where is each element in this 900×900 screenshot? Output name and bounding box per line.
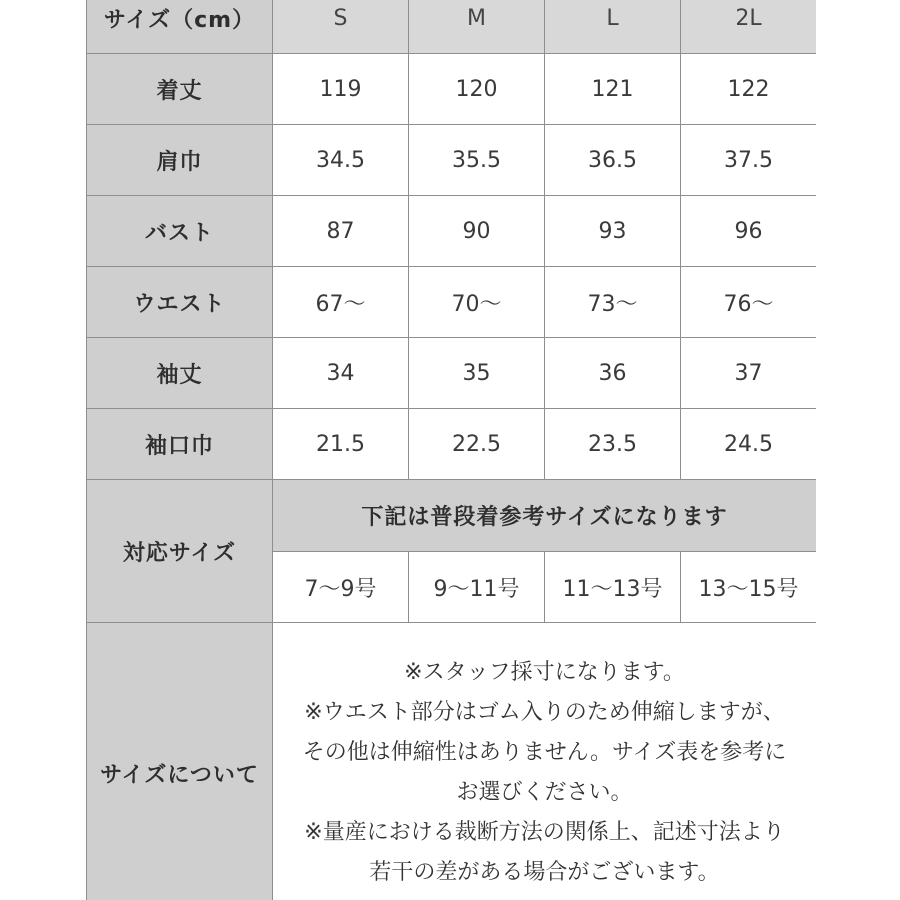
- table-cell: 120: [409, 54, 545, 125]
- size-table: [86, 0, 816, 900]
- table-cell: 34: [273, 338, 409, 409]
- header-row: [87, 0, 817, 54]
- table-cell: 122: [681, 54, 817, 125]
- table-cell: 37.5: [681, 125, 817, 196]
- table-cell: 87: [273, 196, 409, 267]
- table-cell: 67～: [273, 267, 409, 338]
- table-cell: 36: [545, 338, 681, 409]
- size-2l-header: 2L: [681, 0, 817, 54]
- table-cell: 9～11号: [409, 552, 545, 623]
- table-cell: 21.5: [273, 409, 409, 480]
- table-cell: 90: [409, 196, 545, 267]
- row-label: バスト: [87, 196, 273, 267]
- row-label: 袖口巾: [87, 409, 273, 480]
- table-cell: 7～9号: [273, 552, 409, 623]
- note-line: お選びください。: [456, 780, 633, 805]
- note-line: 若干の差がある場合がございます。: [369, 860, 720, 885]
- table-cell: 73～: [545, 267, 681, 338]
- table-cell: 70～: [409, 267, 545, 338]
- table-row: [87, 409, 817, 480]
- table-cell: 121: [545, 54, 681, 125]
- row-label: 着丈: [87, 54, 273, 125]
- table-cell: 119: [273, 54, 409, 125]
- equivalent-size-label: 対応サイズ: [87, 480, 273, 623]
- size-l-header: L: [545, 0, 681, 54]
- table-cell: 35.5: [409, 125, 545, 196]
- table-cell: 93: [545, 196, 681, 267]
- table-cell: 76～: [681, 267, 817, 338]
- note-line: その他は伸縮性はありません。サイズ表を参考に: [302, 740, 787, 765]
- about-size-label: サイズについて: [87, 623, 273, 900]
- equivalent-size-banner: 下記は普段着参考サイズになります: [273, 480, 817, 552]
- size-s-header: S: [273, 0, 409, 54]
- row-label: 肩巾: [87, 125, 273, 196]
- table-row: [87, 338, 817, 409]
- table-cell: 11～13号: [545, 552, 681, 623]
- table-cell: 36.5: [545, 125, 681, 196]
- table-cell: 34.5: [273, 125, 409, 196]
- note-line: ※スタッフ採寸になります。: [404, 660, 685, 685]
- header-label: サイズ（cm）: [87, 0, 273, 54]
- table-cell: 96: [681, 196, 817, 267]
- table-row: [87, 196, 817, 267]
- table-cell: 23.5: [545, 409, 681, 480]
- size-m-header: M: [409, 0, 545, 54]
- about-size-notes: [273, 623, 817, 900]
- note-line: ※ウエスト部分はゴム入りのため伸縮しますが、: [304, 700, 785, 725]
- table-cell: 13～15号: [681, 552, 817, 623]
- table-cell: 37: [681, 338, 817, 409]
- table-row: [87, 267, 817, 338]
- row-label: ウエスト: [87, 267, 273, 338]
- table-row: [87, 54, 817, 125]
- about-row: [87, 623, 817, 900]
- table-cell: 24.5: [681, 409, 817, 480]
- size-chart: [86, 0, 816, 900]
- table-cell: 35: [409, 338, 545, 409]
- row-label: 袖丈: [87, 338, 273, 409]
- note-line: ※量産における裁断方法の関係上、記述寸法より: [304, 820, 785, 845]
- table-cell: 22.5: [409, 409, 545, 480]
- table-row: [87, 125, 817, 196]
- equivalent-banner-row: [87, 480, 817, 552]
